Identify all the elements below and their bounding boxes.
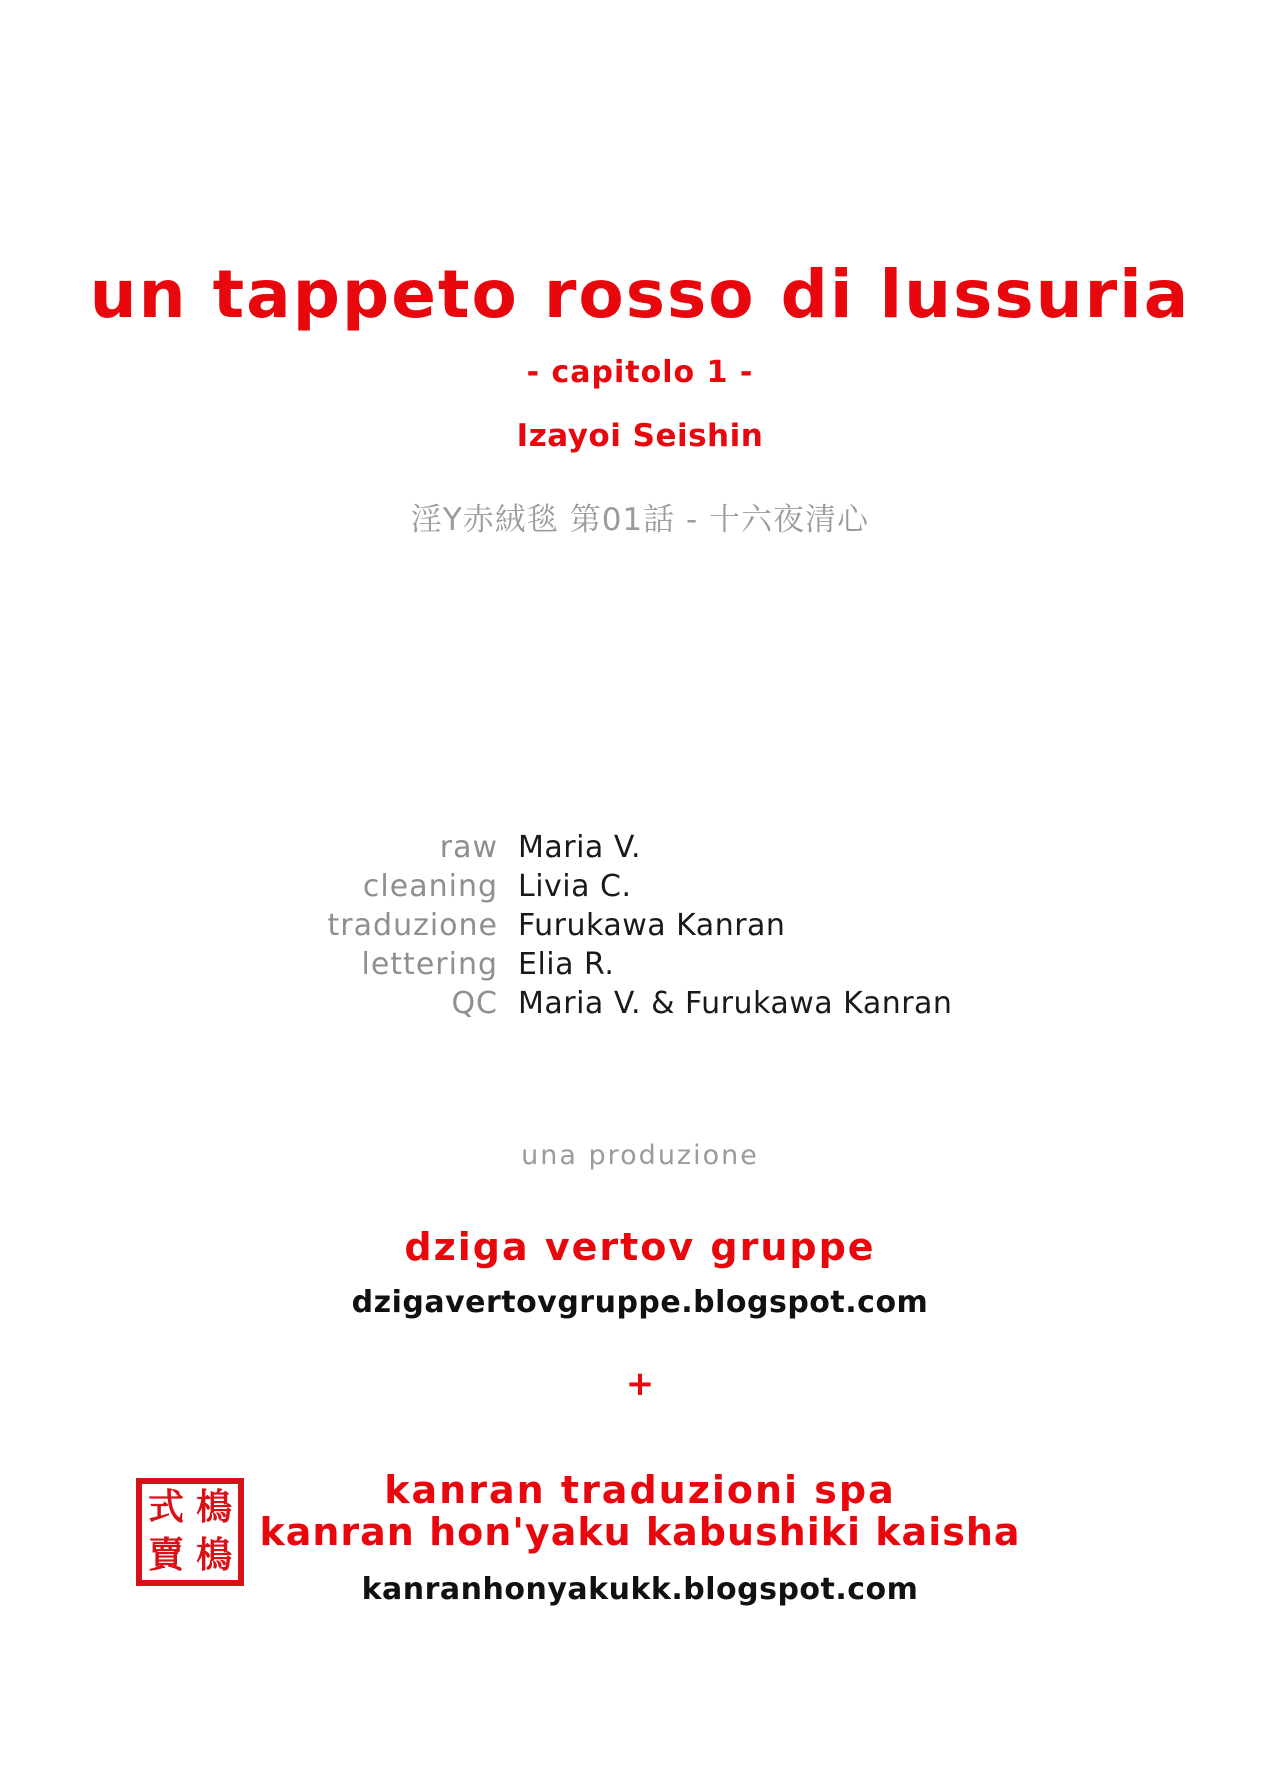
group-url-kanran[interactable]: kanranhonyakukk.blogspot.com — [361, 1571, 919, 1607]
author-name: Izayoi Seishin — [516, 418, 764, 455]
group-primary-block — [0, 1225, 1280, 1404]
credit-row — [328, 828, 953, 867]
chapter-label: - capitolo 1 - — [526, 355, 754, 391]
page-title: un tappeto rosso di lussuria — [89, 256, 1191, 333]
seal-char: 樢 — [195, 1535, 232, 1576]
seal-char: 賣 — [147, 1535, 184, 1576]
credit-name: Elia R. — [518, 947, 615, 982]
credit-name: Livia C. — [518, 869, 632, 904]
group-name-dziga-vertov-gruppe: dziga vertov gruppe — [404, 1225, 876, 1269]
credit-row — [328, 984, 953, 1023]
credit-name: Furukawa Kanran — [518, 908, 786, 943]
group-url-dziga-vertov-gruppe[interactable]: dzigavertovgruppe.blogspot.com — [351, 1285, 929, 1320]
credit-role: lettering — [361, 947, 498, 982]
credit-role: cleaning — [362, 869, 498, 904]
title-block — [0, 256, 1280, 539]
original-title-japanese: 淫Y赤絨毯 第01話 - 十六夜清心 — [410, 502, 870, 539]
credits-table — [328, 828, 953, 1023]
credit-role: raw — [439, 830, 498, 865]
credit-name: Maria V. & Furukawa Kanran — [518, 986, 953, 1021]
group-name-kanran-traduzioni-spa: kanran traduzioni spa — [384, 1468, 896, 1512]
credit-row — [328, 906, 953, 945]
credit-name: Maria V. — [518, 830, 642, 865]
seal-char: 式 — [147, 1487, 184, 1528]
production-label-block — [0, 1140, 1280, 1171]
credit-role: QC — [451, 986, 498, 1021]
production-label: una produzione — [521, 1140, 759, 1171]
group-name-kanran-honyaku: kanran hon'yaku kabushiki kaisha — [259, 1509, 1021, 1554]
credits-list — [0, 828, 1280, 1023]
credit-role: traduzione — [327, 908, 498, 943]
plus-separator: + — [625, 1364, 655, 1404]
credit-row — [328, 867, 953, 906]
seal-char: 樢 — [195, 1487, 232, 1528]
credit-row — [328, 945, 953, 984]
group-secondary-block — [0, 1470, 1280, 1607]
